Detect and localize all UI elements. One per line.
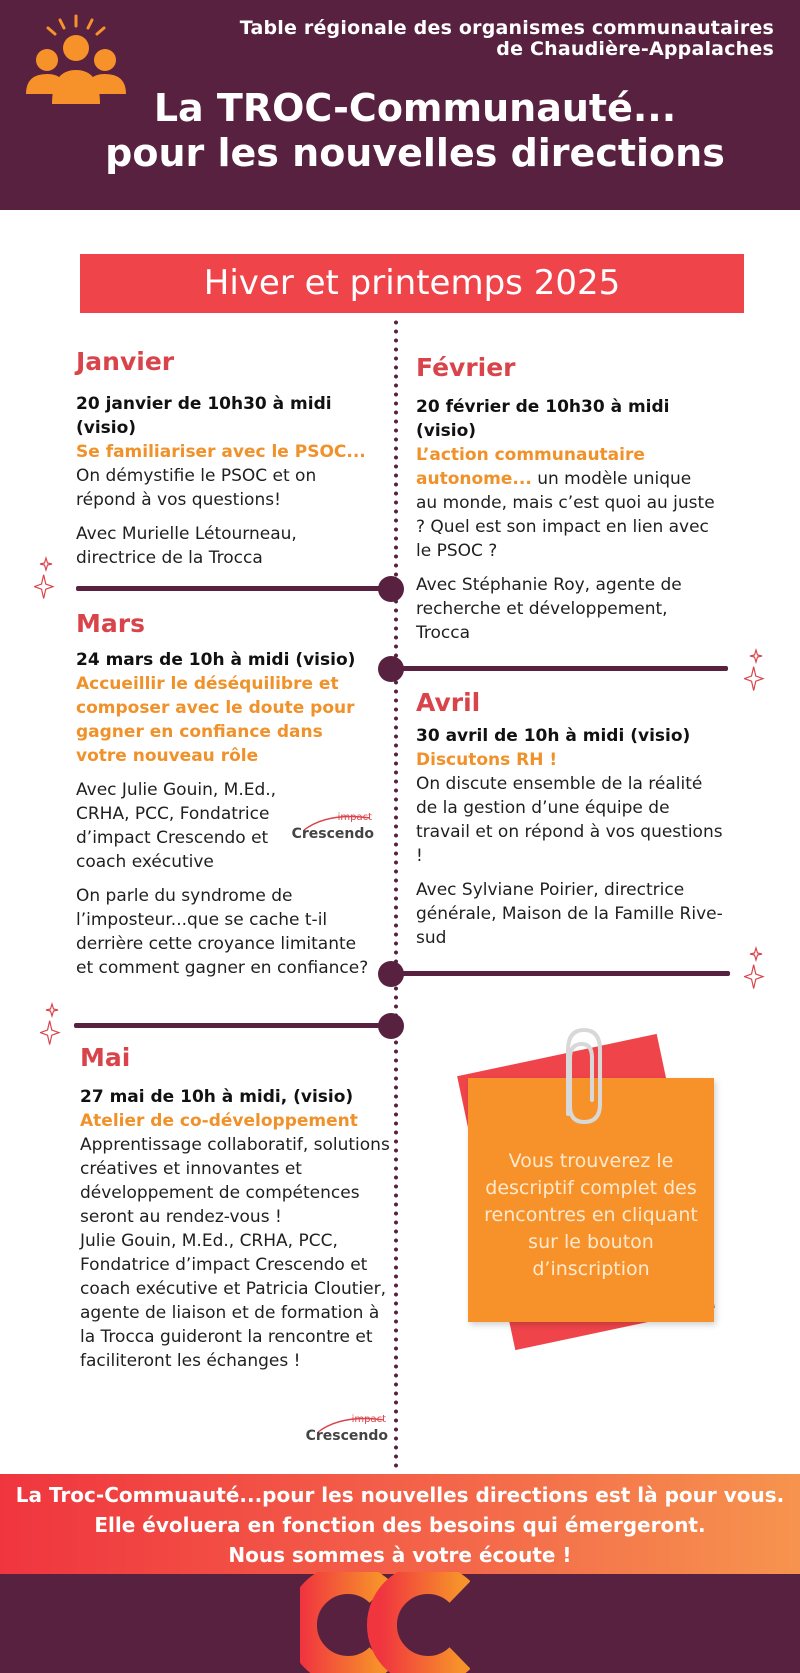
event-date: 24 mars de 10h à midi (visio) [76, 650, 356, 670]
month-avril: Avril [416, 688, 481, 717]
month-janvier: Janvier [76, 347, 175, 376]
paperclip-icon [550, 1022, 606, 1132]
header [0, 0, 800, 210]
timeline-branch-fevrier [400, 666, 728, 671]
month-fevrier: Février [416, 353, 516, 382]
crescendo-logo: impact Crescendo [291, 812, 374, 842]
event-speaker: Avec Murielle Létourneau, directrice de la Trocca [76, 524, 297, 568]
timeline-dotted-line [393, 318, 399, 1470]
event-date: 27 mai de 10h à midi, (visio) [80, 1087, 354, 1107]
event-janvier [76, 392, 376, 580]
footer-line-3: Nous sommes à votre écoute ! [228, 1543, 572, 1567]
event-date: 30 avril de 10h à midi (visio) [416, 726, 691, 746]
event-mai [80, 1085, 390, 1383]
month-mars: Mars [76, 609, 145, 638]
sparkle-icon [744, 946, 766, 998]
organization-name [240, 18, 774, 60]
timeline-branch-avril [400, 971, 730, 976]
event-description: un modèle unique au monde, mais c’est quoi au juste ? Quel est son impact en lien avec le PSOC ? [416, 469, 715, 561]
event-description: On discute ensemble de la réalité de la gestion d’une équipe de travail et on répond à vos questions ! [416, 774, 723, 866]
footer-line-1: La Troc-Commuauté...pour les nouvelles directions est là pour vous. [15, 1483, 785, 1507]
cc-logo-icon [300, 1572, 470, 1673]
event-speaker: Avec Sylviane Poirier, directrice générale, Maison de la Famille Rive-sud [416, 880, 723, 948]
crescendo-logo: impact Crescendo [305, 1414, 388, 1444]
event-topic: Accueillir le déséquilibre et composer avec le doute pour gagner en confiance dans votre nouveau rôle [76, 674, 355, 766]
event-avril [416, 724, 726, 960]
event-topic: L’action communautaire autonome... [416, 445, 645, 489]
sparkle-icon [40, 1002, 62, 1054]
event-topic: Discutons RH ! [416, 750, 558, 770]
timeline-node [378, 576, 404, 602]
event-date: 20 février de 10h30 à midi (visio) [416, 397, 670, 441]
timeline-branch-janvier [76, 586, 392, 591]
season-banner: Hiver et printemps 2025 [80, 254, 744, 313]
footer-message [0, 1480, 800, 1570]
title-line-1: La TROC-Communauté... [153, 86, 677, 130]
org-line-2: de Chaudière-Appalaches [496, 38, 774, 60]
event-topic: Se familiariser avec le PSOC... [76, 442, 366, 462]
sparkle-icon [34, 556, 56, 608]
event-topic: Atelier de co-développement [80, 1111, 358, 1131]
sparkle-icon [744, 648, 766, 700]
event-description: On parle du syndrome de l’imposteur...que se cache t-il derrière cette croyance limitante et comment gagner en confiance? [76, 886, 369, 978]
event-speaker: Avec Stéphanie Roy, agente de recherche et développement, Trocca [416, 575, 682, 643]
page-title [0, 86, 800, 176]
timeline-branch-mars [74, 1023, 392, 1028]
month-mai: Mai [80, 1043, 131, 1072]
event-speaker: Avec Julie Gouin, M.Ed., CRHA, PCC, Fondatrice d’impact Crescendo et coach exécutive [76, 780, 277, 872]
event-fevrier [416, 395, 716, 655]
event-description: Apprentissage collaboratif, solutions créatives et innovantes et développement de compétences seront au rendez-vous ! [80, 1135, 390, 1227]
event-date: 20 janvier de 10h30 à midi (visio) [76, 394, 332, 438]
event-speaker: Julie Gouin, M.Ed., CRHA, PCC, Fondatrice d’impact Crescendo et coach exécutive et Patricia Cloutier, agente de liaison et de formation à la Trocca guideront la rencontre et faciliteront les échanges ! [80, 1231, 386, 1371]
footer-line-2: Elle évoluera en fonction des besoins qui émergeront. [94, 1513, 706, 1537]
title-line-2: pour les nouvelles directions [105, 131, 725, 175]
org-line-1: Table régionale des organismes communautaires [239, 17, 774, 39]
sticky-note-text: Vous trouverez le descriptif complet des rencontres en cliquant sur le bouton d’inscription [484, 1150, 698, 1280]
timeline-node [378, 1013, 404, 1039]
event-description: On démystifie le PSOC et on répond à vos questions! [76, 466, 317, 510]
